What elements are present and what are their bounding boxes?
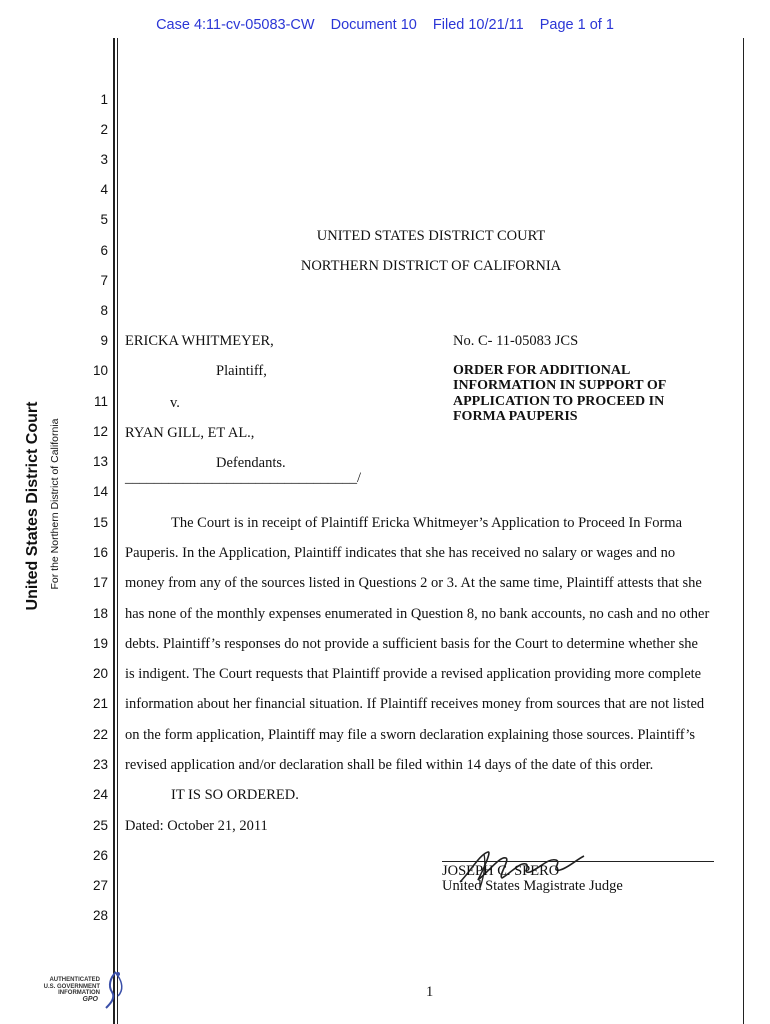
- line-number: 24: [92, 787, 108, 802]
- plaintiff-role: Plaintiff,: [216, 363, 267, 379]
- judge-name: JOSEPH C. SPERO: [442, 863, 560, 879]
- document-number-header: Document 10: [330, 17, 417, 33]
- body-line: is indigent. The Court requests that Plaintiff provide a revised application providing more complete: [125, 666, 702, 682]
- gpo-line: INFORMATION: [58, 990, 100, 996]
- court-name: UNITED STATES DISTRICT COURT: [316, 228, 546, 244]
- line-number: 5: [100, 212, 108, 227]
- line-number: 27: [92, 878, 108, 893]
- left-margin-rule-inner: [117, 38, 118, 1024]
- order-title: [453, 363, 666, 424]
- line-number: 9: [100, 333, 108, 348]
- caption-separator: ________________________________/: [125, 470, 362, 486]
- defendant-role: Defendants.: [216, 455, 286, 471]
- order-title-line: APPLICATION TO PROCEED IN: [453, 393, 665, 409]
- line-number: 28: [92, 908, 108, 923]
- line-number: 15: [92, 515, 108, 530]
- body-line: has none of the monthly expenses enumerated in Question 8, no bank accounts, no cash and no other: [125, 606, 710, 622]
- plaintiff-name: ERICKA WHITMEYER,: [125, 333, 274, 349]
- line-number: 1: [100, 92, 108, 107]
- body-line: revised application and/or declaration shall be filed within 14 days of the date of this order.: [125, 757, 654, 773]
- gpo-mark: GPO: [82, 995, 98, 1003]
- line-number: 18: [92, 606, 108, 621]
- line-number: 7: [100, 273, 108, 288]
- line-number: 10: [92, 363, 108, 378]
- line-number: 12: [92, 424, 108, 439]
- filed-date-header: Filed 10/21/11: [432, 17, 524, 33]
- body-line: money from any of the sources listed in Questions 2 or 3. At the same time, Plaintiff attests that she: [125, 575, 702, 591]
- left-margin-rule-outer: [113, 38, 115, 1024]
- page-number: 1: [426, 984, 434, 1000]
- side-court-label: United States District Court: [24, 401, 41, 611]
- order-title-line: ORDER FOR ADDITIONAL: [453, 363, 631, 378]
- order-title-line: FORMA PAUPERIS: [453, 408, 578, 424]
- line-number: 4: [100, 182, 108, 197]
- line-number: 8: [100, 303, 108, 318]
- line-number: 2: [100, 122, 108, 137]
- court-district: NORTHERN DISTRICT OF CALIFORNIA: [300, 258, 562, 274]
- line-number: 16: [92, 545, 108, 560]
- line-number: 23: [92, 757, 108, 772]
- order-title-line: INFORMATION IN SUPPORT OF: [453, 378, 667, 394]
- body-line: information about her financial situation. If Plaintiff receives money from sources that are not listed: [125, 696, 705, 712]
- judge-title: United States Magistrate Judge: [442, 878, 623, 894]
- body-line: Pauperis. In the Application, Plaintiff indicates that she has received no salary or wages and no: [125, 545, 676, 561]
- case-number: No. C- 11-05083 JCS: [453, 333, 579, 349]
- line-number: 13: [92, 454, 108, 469]
- line-number: 21: [92, 696, 108, 711]
- gpo-eagle-icon: [102, 970, 128, 1010]
- case-number-header: Case 4:11-cv-05083-CW: [156, 17, 315, 33]
- line-number: 19: [92, 636, 108, 651]
- body-line: debts. Plaintiff’s responses do not provide a sufficient basis for the Court to determine whether she: [125, 636, 698, 652]
- body-line: on the form application, Plaintiff may file a sworn declaration explaining those sources. Plaintiff’s: [125, 727, 696, 743]
- body-line: The Court is in receipt of Plaintiff Ericka Whitmeyer’s Application to Proceed In Forma: [171, 515, 683, 531]
- line-number: 14: [92, 484, 108, 499]
- right-margin-rule: [743, 38, 744, 1024]
- line-number: 11: [93, 394, 108, 409]
- line-number: 17: [92, 575, 108, 590]
- line-number: 26: [92, 848, 108, 863]
- defendant-name: RYAN GILL, ET AL.,: [125, 425, 255, 441]
- so-ordered: IT IS SO ORDERED.: [171, 787, 299, 803]
- case-header: [0, 17, 770, 33]
- line-number: 6: [100, 243, 108, 258]
- gpo-authentication-text: [38, 977, 100, 1003]
- page-count-header: Page 1 of 1: [539, 17, 614, 33]
- line-number: 20: [92, 666, 108, 681]
- gpo-line: AUTHENTICATED: [49, 977, 100, 983]
- line-number: 25: [92, 818, 108, 833]
- line-number: 3: [100, 152, 108, 167]
- side-district-label: For the Northern District of California: [49, 418, 61, 590]
- gpo-line: U.S. GOVERNMENT: [43, 983, 100, 990]
- signature-line: [442, 861, 714, 862]
- line-number: 22: [92, 727, 108, 742]
- dated-line: Dated: October 21, 2011: [125, 818, 268, 834]
- versus: v.: [170, 395, 180, 411]
